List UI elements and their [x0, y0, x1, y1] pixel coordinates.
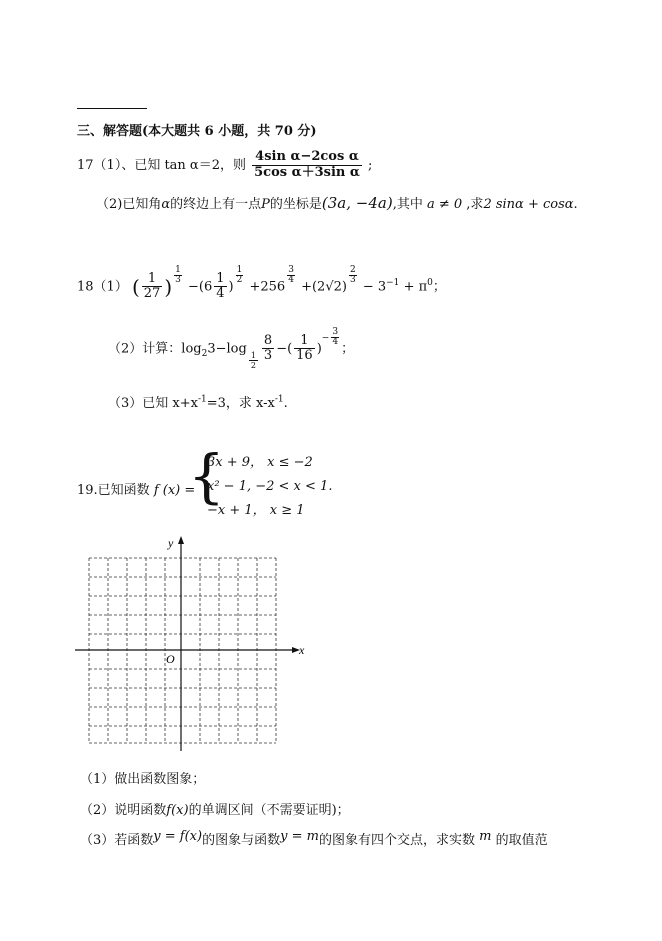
q18-three: 3 [263, 348, 273, 364]
q18-part3-a: （3）已知 x+x [108, 396, 198, 411]
q17-part1 [77, 150, 372, 181]
q18-part2: （2）计算：$\log_23-\log$ $\frac{1}{2}$ $\frac{8}{3}$ −( $\frac{1}{16}$ )− $\frac{3}{4}$ ； [108, 327, 355, 370]
q18-part1: 18（1） ( $\frac{1}{27}$ ) $\frac{1}{3}$ −(6 $\frac{1}{4}$ ) $\frac{1}{2}$ +256 $\frac{3}{4}$ +(2√2) $\frac{2}{3}$ − $3^{-1} + \pi^0$； [77, 265, 446, 302]
q18-neg34-den: 4 [332, 337, 339, 348]
coordinate-grid [70, 533, 310, 757]
q19-case-2: x² − 1, −2 < x < 1. [207, 479, 333, 494]
q17-point-P: P [261, 197, 270, 212]
q18-quarter-num: 1 [216, 270, 225, 286]
q18-log-a-arg: 3−log [207, 341, 247, 357]
q19-sub3-y: y = f(x) [153, 829, 203, 844]
origin-label: O [166, 652, 175, 666]
q19-sub2-f: f(x) [166, 803, 189, 818]
q18-pi-exp: 0 [427, 278, 433, 289]
q18-part1-end: ； [432, 279, 446, 295]
q19-case-3: −x + 1， x ≥ 1 [207, 503, 305, 518]
q18-eight: 8 [263, 332, 273, 348]
q18-frac-1-27 [142, 272, 163, 303]
q18-part3-end: . [283, 396, 288, 411]
q18-half-den: 2 [236, 275, 243, 286]
q17-part2 [96, 193, 578, 212]
q18-part2-label: （2）计算： [108, 341, 182, 357]
q18-minus-paren: −( [276, 341, 293, 357]
q18-part2-end: ； [341, 341, 355, 357]
q19-fx: f (x) = [153, 483, 196, 498]
q18-minus-six: −(6 [188, 279, 213, 295]
q19-header [77, 479, 195, 498]
q17-coord: (3a, −4a) [321, 194, 393, 212]
q18-e23-den: 3 [349, 275, 356, 286]
q18-num-1: 1 [142, 272, 163, 288]
q19-case-1: 3x + 9， x ≤ −2 [207, 455, 313, 470]
q18-part3-b: =3，求 x-x [206, 396, 275, 411]
q18-16-den: 16 [296, 348, 313, 364]
q17-part2-text-a: （2)已知角 [96, 197, 162, 212]
q18-logb-base-den: 2 [250, 360, 256, 370]
q17-part1-prefix: 17（1）、已知 tan α＝2，则 [77, 157, 246, 173]
q18-neg34-num: 3 [332, 327, 339, 337]
q19-sub3 [80, 829, 548, 848]
q19-sub3-c: 的图象有四个交点，求实数 [318, 833, 475, 848]
q18-den-27: 27 [143, 286, 161, 302]
q19-sub3-m: m [479, 829, 492, 844]
q17-condition: a ≠ 0 [426, 197, 463, 212]
q17-part2-text-e: ,求 [466, 197, 484, 212]
q18-quarter-den: 4 [216, 286, 225, 302]
q19-sub2 [80, 799, 350, 818]
q18-log-a: log [181, 341, 202, 357]
q19-sub3-ym: y = m [280, 829, 319, 844]
q18-neg-sign: − [321, 333, 330, 344]
q18-minus-3-exp: −1 [386, 278, 400, 289]
q18-e34-den: 4 [288, 275, 294, 286]
section-header: 三、解答题(本大题共 6 小题，共 70 分) [77, 124, 317, 139]
q19-sub3-b: 的图象与函数 [202, 833, 281, 848]
q18-e34-num: 3 [288, 265, 294, 275]
q17-part2-text-b: 的终边上有一点 [170, 197, 262, 212]
q18-half-num: 1 [236, 265, 243, 275]
q17-frac-num: 4sin α−2cos α [252, 150, 362, 166]
q18-part3 [108, 392, 288, 411]
q18-16-num: 1 [294, 334, 315, 350]
q17-expression: 2 sinα + cosα [483, 197, 574, 212]
q18-part3-exp2: -1 [274, 394, 284, 405]
grid-svg [70, 533, 310, 753]
q17-frac-den: 5cos α＋3sin α [254, 164, 360, 180]
q18-exp-1: 1 [175, 265, 181, 275]
q18-exp-3: 3 [175, 275, 181, 286]
q18-logb-base-num: 1 [250, 350, 256, 360]
q17-part2-end: . [573, 197, 578, 212]
top-rule [77, 108, 147, 109]
q19-sub1: （1）做出函数图象； [80, 772, 206, 787]
q18-label: 18（1） [77, 279, 128, 295]
y-axis-label: y [168, 536, 174, 550]
q18-plus-pi: + π [403, 279, 428, 295]
q18-minus-3: − 3 [362, 279, 387, 295]
q19-sub3-d: 的取值范 [495, 833, 548, 848]
q19-sub3-a: （3）若函数 [80, 833, 154, 848]
q18-plus-256: +256 [249, 279, 286, 295]
q18-log-a-base: 2 [201, 349, 208, 360]
q19-cases [207, 451, 332, 523]
q17-part2-text-c: 的坐标是 [269, 197, 322, 212]
x-axis-label: x [299, 643, 305, 657]
q17-alpha: α [161, 197, 171, 212]
q18-e23-num: 2 [349, 265, 356, 275]
q18-part3-exp: -1 [197, 394, 207, 405]
q19-brace: { [188, 442, 225, 510]
q19-prefix: 19.已知函数 [77, 483, 150, 498]
q18-plus-2sqrt2: +(2√2) [301, 279, 347, 295]
q17-part2-text-d: ,其中 [392, 197, 423, 212]
q17-fraction [252, 150, 362, 181]
q19-sub2-a: （2）说明函数 [80, 803, 167, 818]
q17-part1-suffix: ; [368, 157, 373, 173]
q19-sub2-b: 的单调区间（不需要证明)； [188, 803, 350, 818]
y-axis-arrow-icon [178, 536, 184, 544]
